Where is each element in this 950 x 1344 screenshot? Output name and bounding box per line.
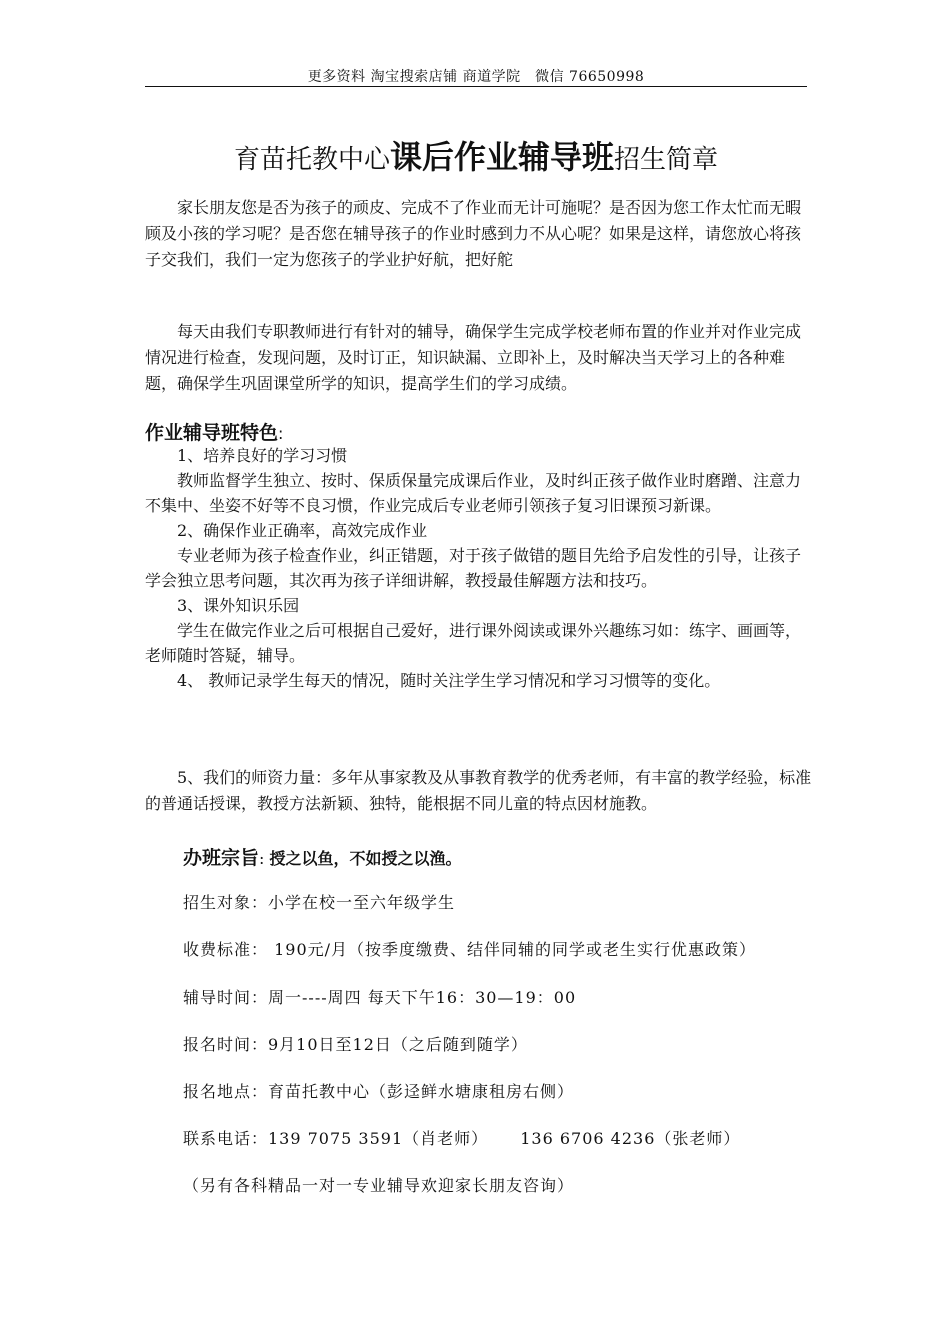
feature-1-body: 教师监督学生独立、按时、保质保量完成课后作业，及时纠正孩子做作业时磨蹭、注意力不集中、坐姿不好等不良习惯，作业完成后专业老师引领孩子复习旧课预习新课。	[145, 471, 802, 515]
info-phone: 联系电话：139 7075 3591（肖老师） 136 6706 4236（张老师）	[183, 1129, 741, 1148]
title-prefix: 育苗托教中心	[233, 145, 390, 175]
features-heading-colon: :	[278, 424, 284, 443]
feature-2-body: 专业老师为孩子检查作业，纠正错题，对于孩子做错的题目先给予启发性的引导，让孩子学会独立思考问题，其次再为孩子详细讲解，教授最佳解题方法和技巧。	[145, 546, 802, 590]
info-place: 报名地点：育苗托教中心（彭迳鲜水塘康租房右侧）	[183, 1082, 575, 1101]
feature-5: 5、我们的师资力量：多年从事家教及从事教育教学的优秀老师，有丰富的教学经验，标准的普通话授课，教授方法新颖、独特，能根据不同儿童的特点因材施教。	[145, 768, 812, 813]
daily-paragraph: 每天由我们专职教师进行有针对的辅导，确保学生完成学校老师布置的作业并对作业完成情况进行检查，发现问题，及时订正，知识缺漏、立即补上，及时解决当天学习上的各种难题，确保学生巩固课堂所学的知识，提高学生们的学习成绩。	[145, 322, 802, 393]
features-heading	[145, 418, 283, 445]
motto-colon: :	[259, 849, 265, 868]
info-note: （另有各科精品一对一专业辅导欢迎家长朋友咨询）	[183, 1176, 575, 1195]
feature-1-title: 1、培养良好的学习习惯	[177, 446, 348, 465]
feature-3-body: 学生在做完作业之后可根据自己爱好，进行课外阅读或课外兴趣练习如：练字、画画等，老师随时答疑，辅导。	[145, 621, 802, 665]
feature-3-title: 3、课外知识乐园	[177, 596, 300, 615]
motto-label: 办班宗旨	[183, 847, 260, 869]
feature-4: 4、 教师记录学生每天的情况，随时关注学生学习情况和学习习惯等的变化。	[177, 671, 721, 690]
motto	[183, 843, 462, 870]
intro-paragraph: 家长朋友您是否为孩子的顽皮、完成不了作业而无计可施呢？是否因为您工作太忙而无暇顾及小孩的学习呢？是否您在辅导孩子的作业时感到力不从心呢？如果是这样，请您放心将孩子交我们，我们一定为您孩子的学业护好航，把好舵	[145, 198, 802, 269]
header-rule	[145, 86, 807, 87]
info-target: 招生对象：小学在校一至六年级学生	[183, 893, 456, 912]
features-heading-text: 作业辅导班特色	[145, 422, 279, 444]
info-enroll: 报名时间：9月10日至12日（之后随到随学）	[183, 1035, 528, 1054]
title-main: 课后作业辅导班	[389, 138, 614, 176]
page-title	[145, 132, 807, 178]
page-header: 更多资料 淘宝搜索店铺 商道学院 微信 76650998	[307, 69, 645, 85]
title-suffix: 招生简章	[614, 145, 719, 175]
info-fee: 收费标准： 190元/月（按季度缴费、结伴同辅的同学或老生实行优惠政策）	[183, 940, 757, 959]
features-list	[145, 443, 813, 693]
motto-text: 授之以鱼，不如授之以渔。	[269, 849, 462, 868]
info-time: 辅导时间：周一----周四 每天下午16：30—19：00	[183, 988, 577, 1007]
feature-2-title: 2、确保作业正确率，高效完成作业	[177, 521, 428, 540]
